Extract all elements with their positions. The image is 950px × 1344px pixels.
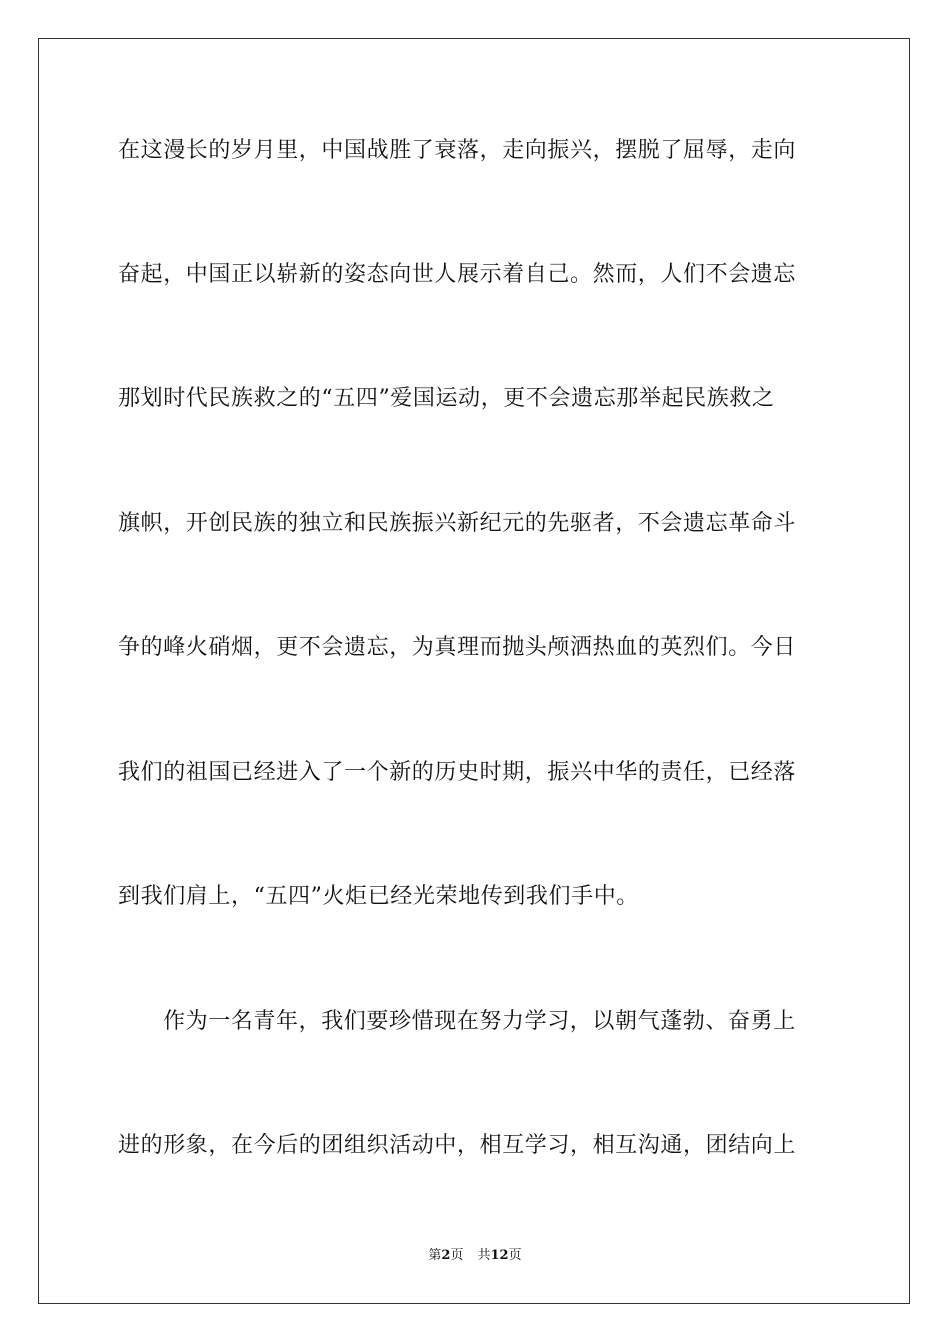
page-number: 2 xyxy=(441,1248,451,1263)
paragraph-first-line: 作为一名青年，我们要珍惜现在努力学习，以朝气蓬勃、奋勇上 xyxy=(163,1009,796,1034)
body-text-line: 争的峰火硝烟，更不会遗忘，为真理而抛头颅洒热血的英烈们。今日 xyxy=(118,635,797,660)
total-label-suffix: 页 xyxy=(508,1248,522,1263)
body-text-line: 到我们肩上，“五四”火炬已经光荣地传到我们手中。 xyxy=(118,884,639,909)
body-text-line: 奋起，中国正以崭新的姿态向世人展示着自己。然而，人们不会遗忘 xyxy=(118,262,797,287)
body-text-line: 我们的祖国已经进入了一个新的历史时期，振兴中华的责任，已经落 xyxy=(118,760,797,785)
total-label-prefix: 共 xyxy=(477,1248,491,1263)
page-label-suffix: 页 xyxy=(450,1248,464,1263)
body-text-line: 旗帜，开创民族的独立和民族振兴新纪元的先驱者，不会遗忘革命斗 xyxy=(118,511,797,536)
page-footer xyxy=(0,1247,950,1265)
total-pages: 12 xyxy=(490,1248,509,1263)
body-text-line: 在这漫长的岁月里，中国战胜了衰落，走向振兴，摆脱了屈辱，走向 xyxy=(118,138,797,163)
body-text-line: 进的形象，在今后的团组织活动中，相互学习，相互沟通，团结向上 xyxy=(118,1133,797,1158)
page-border xyxy=(38,38,910,1304)
page-label-prefix: 第 xyxy=(428,1248,442,1263)
body-text-line: 那划时代民族救之的“五四”爱国运动，更不会遗忘那举起民族救之 xyxy=(118,386,775,411)
